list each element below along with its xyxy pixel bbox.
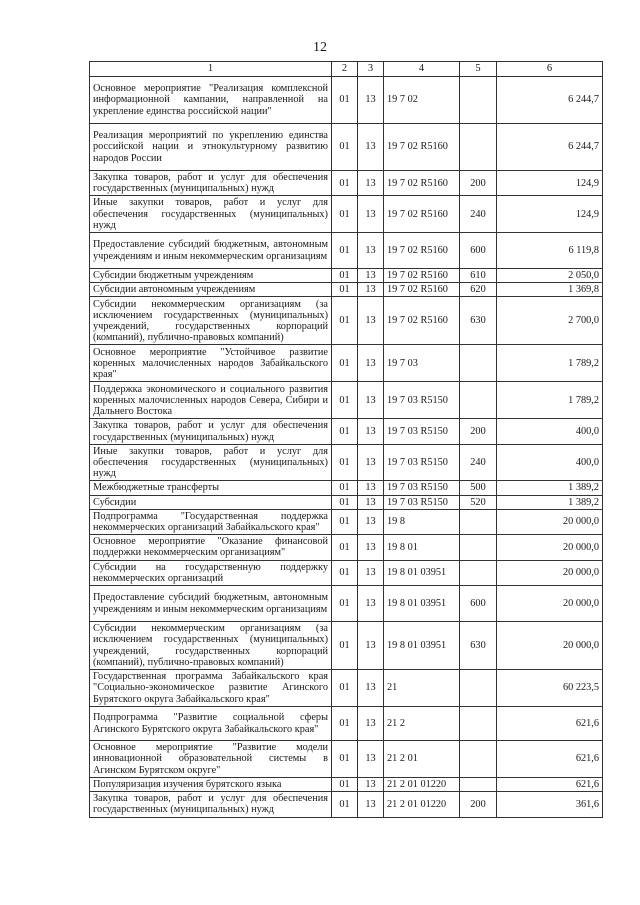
row-name: Подпрограмма "Государственная поддержка некоммерческих организаций Забайкальского края" bbox=[90, 509, 332, 534]
subsection-code: 13 bbox=[358, 495, 384, 509]
amount-value: 1 369,8 bbox=[497, 283, 603, 297]
section-code: 01 bbox=[332, 382, 358, 419]
row-name: Закупка товаров, работ и услуг для обеспечения государственных (муниципальных) нужд bbox=[90, 171, 332, 196]
subsection-code: 13 bbox=[358, 560, 384, 585]
expense-type-code: 620 bbox=[460, 283, 497, 297]
subsection-code: 13 bbox=[358, 233, 384, 269]
amount-value: 6 244,7 bbox=[497, 77, 603, 124]
amount-value: 400,0 bbox=[497, 444, 603, 481]
expense-type-code bbox=[460, 560, 497, 585]
table-row bbox=[90, 481, 603, 495]
table-row bbox=[90, 792, 603, 817]
subsection-code: 13 bbox=[358, 586, 384, 622]
row-name: Субсидии на государственную поддержку некоммерческих организаций bbox=[90, 560, 332, 585]
expense-type-code bbox=[460, 670, 497, 707]
row-name: Основное мероприятие "Реализация комплексной информационной кампании, направленной на укрепление единства российской нации" bbox=[90, 77, 332, 124]
target-article-code: 19 7 02 R5160 bbox=[384, 124, 460, 171]
section-code: 01 bbox=[332, 171, 358, 196]
row-name: Государственная программа Забайкальского края "Социально-экономическое развитие Агинского Бурятского округа Забайкальского края" bbox=[90, 670, 332, 707]
table-row bbox=[90, 444, 603, 481]
row-name: Основное мероприятие "Развитие модели инновационной образовательной системы в Агинском Бурятском округе" bbox=[90, 741, 332, 778]
subsection-code: 13 bbox=[358, 707, 384, 741]
row-name: Иные закупки товаров, работ и услуг для обеспечения государственных (муниципальных) нужд bbox=[90, 196, 332, 233]
subsection-code: 13 bbox=[358, 171, 384, 196]
amount-value: 2 700,0 bbox=[497, 297, 603, 345]
section-code: 01 bbox=[332, 586, 358, 622]
amount-value: 1 389,2 bbox=[497, 481, 603, 495]
expense-type-code: 520 bbox=[460, 495, 497, 509]
table-row bbox=[90, 778, 603, 792]
header-cell: 6 bbox=[497, 62, 603, 77]
section-code: 01 bbox=[332, 77, 358, 124]
page-number: 12 bbox=[313, 40, 327, 55]
target-article-code: 19 7 02 R5160 bbox=[384, 283, 460, 297]
row-name: Основное мероприятие "Устойчивое развитие коренных малочисленных народов Забайкальского края" bbox=[90, 345, 332, 382]
expense-type-code bbox=[460, 124, 497, 171]
header-cell: 3 bbox=[358, 62, 384, 77]
section-code: 01 bbox=[332, 233, 358, 269]
table-row bbox=[90, 382, 603, 419]
header-cell: 2 bbox=[332, 62, 358, 77]
section-code: 01 bbox=[332, 741, 358, 778]
budget-table bbox=[89, 61, 603, 818]
target-article-code: 19 7 02 R5160 bbox=[384, 297, 460, 345]
expense-type-code bbox=[460, 382, 497, 419]
row-name: Субсидии bbox=[90, 495, 332, 509]
table-row bbox=[90, 495, 603, 509]
table-row bbox=[90, 670, 603, 707]
amount-value: 621,6 bbox=[497, 778, 603, 792]
subsection-code: 13 bbox=[358, 622, 384, 670]
amount-value: 124,9 bbox=[497, 196, 603, 233]
amount-value: 60 223,5 bbox=[497, 670, 603, 707]
expense-type-code: 600 bbox=[460, 233, 497, 269]
table-row bbox=[90, 535, 603, 560]
target-article-code: 19 8 bbox=[384, 509, 460, 534]
section-code: 01 bbox=[332, 269, 358, 283]
amount-value: 20 000,0 bbox=[497, 586, 603, 622]
row-name: Иные закупки товаров, работ и услуг для обеспечения государственных (муниципальных) нужд bbox=[90, 444, 332, 481]
subsection-code: 13 bbox=[358, 509, 384, 534]
amount-value: 361,6 bbox=[497, 792, 603, 817]
target-article-code: 19 7 03 R5150 bbox=[384, 444, 460, 481]
header-cell: 5 bbox=[460, 62, 497, 77]
row-name: Популяризация изучения бурятского языка bbox=[90, 778, 332, 792]
row-name: Поддержка экономического и социального развития коренных малочисленных народов Севера, Сибири и Дальнего Востока bbox=[90, 382, 332, 419]
expense-type-code bbox=[460, 509, 497, 534]
target-article-code: 19 8 01 bbox=[384, 535, 460, 560]
subsection-code: 13 bbox=[358, 297, 384, 345]
target-article-code: 21 2 01 01220 bbox=[384, 792, 460, 817]
section-code: 01 bbox=[332, 509, 358, 534]
expense-type-code: 600 bbox=[460, 586, 497, 622]
section-code: 01 bbox=[332, 495, 358, 509]
row-name: Межбюджетные трансферты bbox=[90, 481, 332, 495]
expense-type-code bbox=[460, 535, 497, 560]
section-code: 01 bbox=[332, 124, 358, 171]
subsection-code: 13 bbox=[358, 196, 384, 233]
header-row bbox=[90, 62, 603, 77]
subsection-code: 13 bbox=[358, 382, 384, 419]
section-code: 01 bbox=[332, 196, 358, 233]
subsection-code: 13 bbox=[358, 283, 384, 297]
row-name: Субсидии некоммерческим организациям (за исключением государственных (муниципальных) учреждений, государственных корпораций (компаний), публично-правовых компаний) bbox=[90, 297, 332, 345]
amount-value: 621,6 bbox=[497, 707, 603, 741]
subsection-code: 13 bbox=[358, 77, 384, 124]
amount-value: 6 119,8 bbox=[497, 233, 603, 269]
expense-type-code: 240 bbox=[460, 444, 497, 481]
section-code: 01 bbox=[332, 419, 358, 444]
target-article-code: 19 8 01 03951 bbox=[384, 560, 460, 585]
expense-type-code bbox=[460, 741, 497, 778]
table-row bbox=[90, 419, 603, 444]
table-row bbox=[90, 196, 603, 233]
target-article-code: 19 7 03 R5150 bbox=[384, 495, 460, 509]
expense-type-code bbox=[460, 707, 497, 741]
section-code: 01 bbox=[332, 707, 358, 741]
target-article-code: 21 2 01 01220 bbox=[384, 778, 460, 792]
amount-value: 124,9 bbox=[497, 171, 603, 196]
row-name: Субсидии некоммерческим организациям (за исключением государственных (муниципальных) учреждений, государственных корпораций (компаний), публично-правовых компаний) bbox=[90, 622, 332, 670]
amount-value: 20 000,0 bbox=[497, 560, 603, 585]
amount-value: 1 389,2 bbox=[497, 495, 603, 509]
subsection-code: 13 bbox=[358, 269, 384, 283]
section-code: 01 bbox=[332, 622, 358, 670]
amount-value: 6 244,7 bbox=[497, 124, 603, 171]
row-name: Закупка товаров, работ и услуг для обеспечения государственных (муниципальных) нужд bbox=[90, 419, 332, 444]
table-row bbox=[90, 124, 603, 171]
table-row bbox=[90, 77, 603, 124]
subsection-code: 13 bbox=[358, 670, 384, 707]
target-article-code: 19 8 01 03951 bbox=[384, 586, 460, 622]
subsection-code: 13 bbox=[358, 792, 384, 817]
target-article-code: 21 2 bbox=[384, 707, 460, 741]
row-name: Реализация мероприятий по укреплению единства российской нации и этнокультурному развитию народов России bbox=[90, 124, 332, 171]
table-row bbox=[90, 283, 603, 297]
expense-type-code: 630 bbox=[460, 622, 497, 670]
table-row bbox=[90, 345, 603, 382]
header-cell: 1 bbox=[90, 62, 332, 77]
amount-value: 400,0 bbox=[497, 419, 603, 444]
amount-value: 20 000,0 bbox=[497, 535, 603, 560]
target-article-code: 19 8 01 03951 bbox=[384, 622, 460, 670]
subsection-code: 13 bbox=[358, 419, 384, 444]
table-row bbox=[90, 171, 603, 196]
section-code: 01 bbox=[332, 481, 358, 495]
table-row bbox=[90, 560, 603, 585]
expense-type-code bbox=[460, 77, 497, 124]
target-article-code: 19 7 02 R5160 bbox=[384, 269, 460, 283]
target-article-code: 21 bbox=[384, 670, 460, 707]
subsection-code: 13 bbox=[358, 741, 384, 778]
row-name: Закупка товаров, работ и услуг для обеспечения государственных (муниципальных) нужд bbox=[90, 792, 332, 817]
target-article-code: 19 7 03 bbox=[384, 345, 460, 382]
expense-type-code: 200 bbox=[460, 792, 497, 817]
section-code: 01 bbox=[332, 535, 358, 560]
target-article-code: 19 7 03 R5150 bbox=[384, 481, 460, 495]
target-article-code: 19 7 03 R5150 bbox=[384, 382, 460, 419]
subsection-code: 13 bbox=[358, 481, 384, 495]
amount-value: 621,6 bbox=[497, 741, 603, 778]
expense-type-code bbox=[460, 345, 497, 382]
target-article-code: 19 7 03 R5150 bbox=[384, 419, 460, 444]
subsection-code: 13 bbox=[358, 345, 384, 382]
expense-type-code: 610 bbox=[460, 269, 497, 283]
table-body bbox=[90, 77, 603, 818]
section-code: 01 bbox=[332, 670, 358, 707]
table-row bbox=[90, 269, 603, 283]
amount-value: 2 050,0 bbox=[497, 269, 603, 283]
row-name: Основное мероприятие "Оказание финансовой поддержки некоммерческим организациям" bbox=[90, 535, 332, 560]
table-row bbox=[90, 233, 603, 269]
target-article-code: 21 2 01 bbox=[384, 741, 460, 778]
subsection-code: 13 bbox=[358, 535, 384, 560]
amount-value: 1 789,2 bbox=[497, 382, 603, 419]
section-code: 01 bbox=[332, 297, 358, 345]
subsection-code: 13 bbox=[358, 444, 384, 481]
table-row bbox=[90, 622, 603, 670]
row-name: Субсидии автономным учреждениям bbox=[90, 283, 332, 297]
target-article-code: 19 7 02 R5160 bbox=[384, 171, 460, 196]
section-code: 01 bbox=[332, 778, 358, 792]
table-row bbox=[90, 586, 603, 622]
amount-value: 20 000,0 bbox=[497, 509, 603, 534]
amount-value: 20 000,0 bbox=[497, 622, 603, 670]
expense-type-code: 240 bbox=[460, 196, 497, 233]
section-code: 01 bbox=[332, 345, 358, 382]
header-cell: 4 bbox=[384, 62, 460, 77]
section-code: 01 bbox=[332, 283, 358, 297]
row-name: Субсидии бюджетным учреждениям bbox=[90, 269, 332, 283]
row-name: Предоставление субсидий бюджетным, автономным учреждениям и иным некоммерческим организациям bbox=[90, 233, 332, 269]
expense-type-code bbox=[460, 778, 497, 792]
section-code: 01 bbox=[332, 560, 358, 585]
expense-type-code: 630 bbox=[460, 297, 497, 345]
table-row bbox=[90, 509, 603, 534]
table-row bbox=[90, 741, 603, 778]
row-name: Предоставление субсидий бюджетным, автономным учреждениям и иным некоммерческим организациям bbox=[90, 586, 332, 622]
expense-type-code: 200 bbox=[460, 419, 497, 444]
target-article-code: 19 7 02 R5160 bbox=[384, 233, 460, 269]
table-row bbox=[90, 297, 603, 345]
subsection-code: 13 bbox=[358, 778, 384, 792]
target-article-code: 19 7 02 R5160 bbox=[384, 196, 460, 233]
expense-type-code: 200 bbox=[460, 171, 497, 196]
section-code: 01 bbox=[332, 444, 358, 481]
target-article-code: 19 7 02 bbox=[384, 77, 460, 124]
subsection-code: 13 bbox=[358, 124, 384, 171]
table-row bbox=[90, 707, 603, 741]
amount-value: 1 789,2 bbox=[497, 345, 603, 382]
row-name: Подпрограмма "Развитие социальной сферы Агинского Бурятского округа Забайкальского края" bbox=[90, 707, 332, 741]
section-code: 01 bbox=[332, 792, 358, 817]
expense-type-code: 500 bbox=[460, 481, 497, 495]
